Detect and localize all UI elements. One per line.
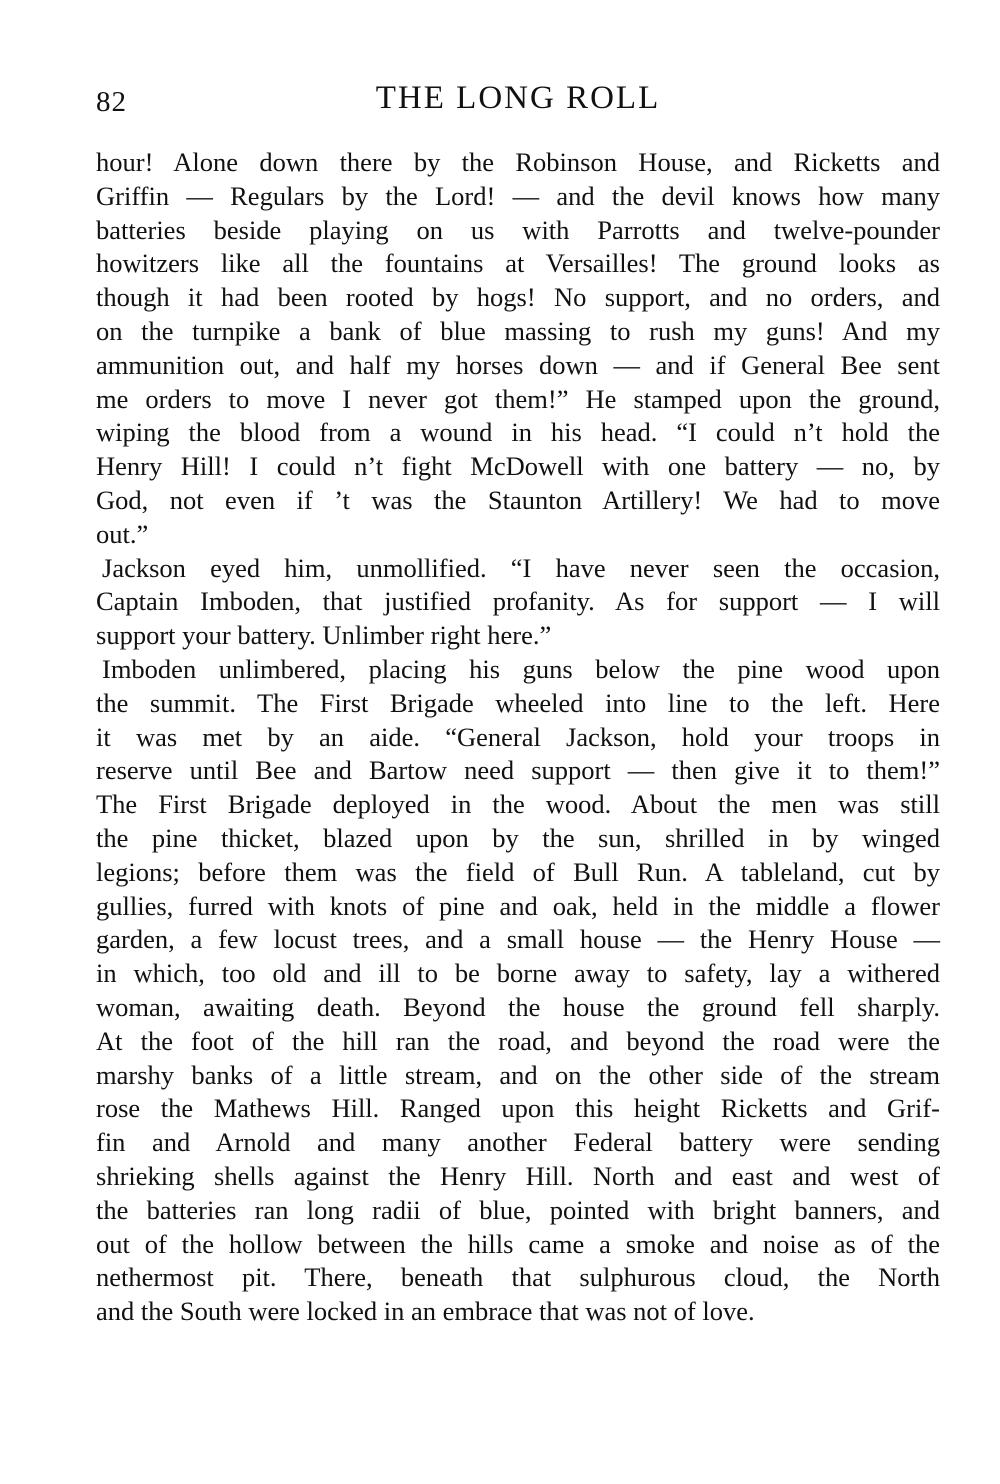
text-line: it was met by an aide. “General Jackson, hold your troops in — [96, 721, 940, 752]
text-line: the summit. The First Brigade wheeled into line to the left. Here — [96, 687, 940, 718]
text-line: howitzers like all the fountains at Versailles! The ground looks as — [96, 248, 940, 279]
text-line: Griffin — Regulars by the Lord! — and the devil knows how many — [96, 180, 940, 211]
paragraph — [96, 653, 940, 1329]
text-line: marshy banks of a little stream, and on the other side of the stream — [96, 1059, 940, 1090]
book-page — [96, 80, 940, 1329]
running-title: THE LONG ROLL — [375, 80, 661, 116]
page-number: 82 — [96, 86, 127, 118]
text-line: in which, too old and ill to be borne away to safety, lay a withered — [96, 958, 940, 989]
text-line: God, not even if ’t was the Staunton Artillery! We had to move — [96, 484, 940, 515]
text-line: hour! Alone down there by the Robinson House, and Ricketts and — [96, 147, 940, 177]
text-line: support your battery. Unlimber right here.” — [96, 620, 552, 651]
text-line: fin and Arnold and many another Federal battery were sending — [96, 1127, 940, 1158]
text-line: reserve until Bee and Bartow need support — then give it to them!” — [96, 755, 940, 786]
text-line: on the turnpike a bank of blue massing to rush my guns! And my — [96, 315, 940, 346]
page-header — [96, 80, 940, 132]
text-line: rose the Mathews Hill. Ranged upon this height Ricketts and Grif- — [96, 1093, 940, 1124]
text-line: Captain Imboden, that justified profanity. As for support — I will — [96, 586, 940, 617]
text-line: Jackson eyed him, unmollified. “I have never seen the occasion, — [102, 552, 940, 583]
text-line: ammunition out, and half my horses down — and if General Bee sent — [96, 349, 940, 380]
text-line: Imboden unlimbered, placing his guns below the pine wood upon — [102, 653, 940, 684]
text-line: me orders to move I never got them!” He stamped upon the ground, — [96, 383, 940, 414]
paragraph — [96, 552, 940, 653]
text-line: out of the hollow between the hills came a smoke and noise as of the — [96, 1228, 940, 1259]
text-line: At the foot of the hill ran the road, and beyond the road were the — [96, 1025, 940, 1056]
text-line: the batteries ran long radii of blue, pointed with bright banners, and — [96, 1194, 940, 1225]
paragraph — [96, 146, 940, 552]
text-line: woman, awaiting death. Beyond the house the ground fell sharply. — [96, 991, 940, 1022]
text-line: out.” — [96, 518, 149, 549]
body-text — [96, 146, 940, 1329]
text-line: The First Brigade deployed in the wood. About the men was still — [96, 789, 940, 820]
text-line: garden, a few locust trees, and a small house — the Henry House — — [96, 924, 940, 955]
text-line: the pine thicket, blazed upon by the sun, shrilled in by winged — [96, 822, 940, 853]
text-line: shrieking shells against the Henry Hill. North and east and west of — [96, 1160, 940, 1191]
text-line: nethermost pit. There, beneath that sulphurous cloud, the North — [96, 1262, 940, 1293]
text-line: wiping the blood from a wound in his head. “I could n’t hold the — [96, 417, 940, 448]
text-line: and the South were locked in an embrace that was not of love. — [96, 1296, 755, 1327]
text-line: Henry Hill! I could n’t fight McDowell with one battery — no, by — [96, 451, 940, 482]
text-line: though it had been rooted by hogs! No support, and no orders, and — [96, 282, 940, 313]
text-line: legions; before them was the field of Bull Run. A tableland, cut by — [96, 856, 940, 887]
text-line: gullies, furred with knots of pine and oak, held in the middle a flower — [96, 890, 940, 921]
text-line: batteries beside playing on us with Parrotts and twelve-pounder — [96, 214, 940, 245]
